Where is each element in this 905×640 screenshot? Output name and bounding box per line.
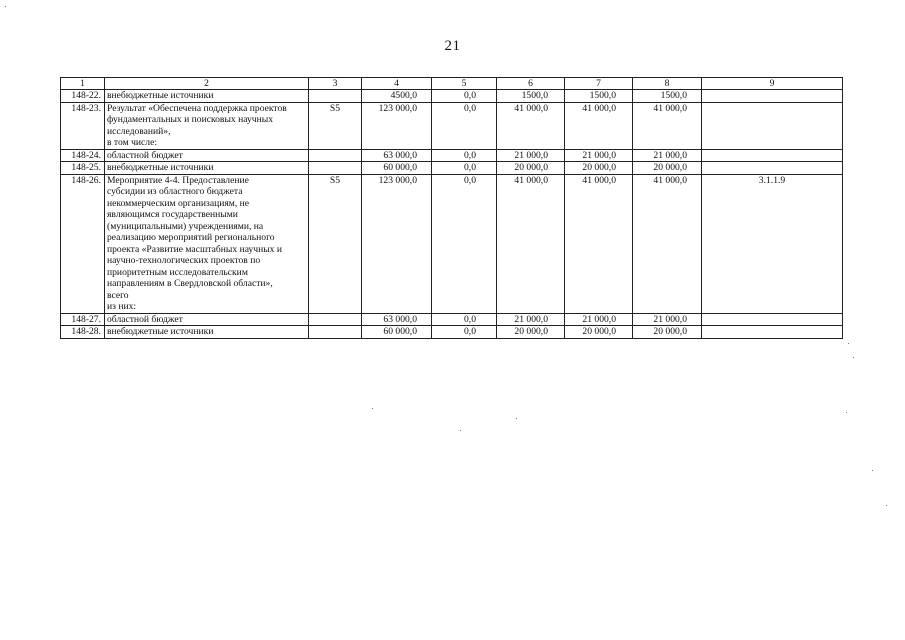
row-number: 148-25. (61, 162, 105, 175)
table-row (61, 174, 843, 313)
row-year-4: 1500,0 (633, 90, 702, 103)
page-number: 21 (444, 38, 461, 54)
row-year-3: 21 000,0 (565, 149, 633, 162)
row-year-2: 41 000,0 (497, 102, 565, 149)
scan-speck (516, 418, 517, 419)
row-year-2: 20 000,0 (497, 326, 565, 339)
scan-speck (872, 470, 873, 471)
row-year-3: 41 000,0 (565, 102, 633, 149)
row-year-1: 0,0 (432, 90, 497, 103)
row-year-2: 20 000,0 (497, 162, 565, 175)
row-year-1: 0,0 (432, 102, 497, 149)
row-target (702, 149, 843, 162)
row-name: областной бюджет (105, 313, 309, 326)
row-name: внебюджетные источники (105, 90, 309, 103)
row-year-2: 1500,0 (497, 90, 565, 103)
row-name: областной бюджет (105, 149, 309, 162)
row-year-3: 20 000,0 (565, 326, 633, 339)
row-number: 148-22. (61, 90, 105, 103)
row-number: 148-23. (61, 102, 105, 149)
row-target (702, 326, 843, 339)
row-code: S5 (309, 102, 362, 149)
column-header: 3 (309, 78, 362, 90)
column-header: 4 (362, 78, 432, 90)
row-year-4: 21 000,0 (633, 313, 702, 326)
row-code (309, 90, 362, 103)
row-year-1: 0,0 (432, 149, 497, 162)
row-total: 60 000,0 (362, 162, 432, 175)
row-code (309, 326, 362, 339)
row-year-4: 20 000,0 (633, 326, 702, 339)
row-year-3: 21 000,0 (565, 313, 633, 326)
row-year-2: 21 000,0 (497, 149, 565, 162)
program-funding-table (60, 77, 843, 339)
row-year-4: 20 000,0 (633, 162, 702, 175)
table-row (61, 162, 843, 175)
row-year-2: 21 000,0 (497, 313, 565, 326)
row-total: 4500,0 (362, 90, 432, 103)
row-year-1: 0,0 (432, 174, 497, 313)
row-code (309, 149, 362, 162)
table-row (61, 313, 843, 326)
row-year-1: 0,0 (432, 326, 497, 339)
row-code (309, 162, 362, 175)
row-year-3: 41 000,0 (565, 174, 633, 313)
row-number: 148-27. (61, 313, 105, 326)
scan-speck (848, 343, 849, 344)
row-year-1: 0,0 (432, 162, 497, 175)
table-row (61, 90, 843, 103)
row-total: 123 000,0 (362, 174, 432, 313)
row-name: Результат «Обеспечена поддержка проектов фундаментальных и поисковых научных исследований», в том числе: (105, 102, 309, 149)
row-target (702, 102, 843, 149)
row-total: 63 000,0 (362, 149, 432, 162)
scan-speck (5, 6, 6, 7)
scan-speck (853, 357, 854, 358)
column-header: 2 (105, 78, 309, 90)
scan-speck (886, 505, 887, 506)
row-total: 63 000,0 (362, 313, 432, 326)
row-year-3: 20 000,0 (565, 162, 633, 175)
column-header: 5 (432, 78, 497, 90)
row-number: 148-28. (61, 326, 105, 339)
column-header: 6 (497, 78, 565, 90)
row-code (309, 313, 362, 326)
row-target (702, 313, 843, 326)
column-header: 7 (565, 78, 633, 90)
row-year-4: 21 000,0 (633, 149, 702, 162)
row-name: внебюджетные источники (105, 326, 309, 339)
row-number: 148-24. (61, 149, 105, 162)
row-year-4: 41 000,0 (633, 174, 702, 313)
row-code: S5 (309, 174, 362, 313)
row-target (702, 162, 843, 175)
row-year-1: 0,0 (432, 313, 497, 326)
header-row (61, 78, 843, 90)
row-target (702, 90, 843, 103)
row-number: 148-26. (61, 174, 105, 313)
row-target: 3.1.1.9 (702, 174, 843, 313)
column-header: 8 (633, 78, 702, 90)
column-header: 1 (61, 78, 105, 90)
row-year-2: 41 000,0 (497, 174, 565, 313)
table-row (61, 326, 843, 339)
row-total: 123 000,0 (362, 102, 432, 149)
scan-speck (372, 408, 373, 409)
column-header: 9 (702, 78, 843, 90)
scan-speck (460, 430, 461, 431)
row-total: 60 000,0 (362, 326, 432, 339)
row-year-3: 1500,0 (565, 90, 633, 103)
table-row (61, 149, 843, 162)
table-row (61, 102, 843, 149)
row-name: Мероприятие 4-4. Предоставление субсидии из областного бюджета некоммерческим организациям, не являющимся государственными (муниципальными) учреждениями, на реализацию мероприятий регионального проекта «Развитие масштабных научных и научно-технологических проектов по приоритетным исследовательским направлениям в Свердловской области», всего из них: (105, 174, 309, 313)
row-name: внебюджетные источники (105, 162, 309, 175)
scan-speck (846, 412, 847, 413)
row-year-4: 41 000,0 (633, 102, 702, 149)
